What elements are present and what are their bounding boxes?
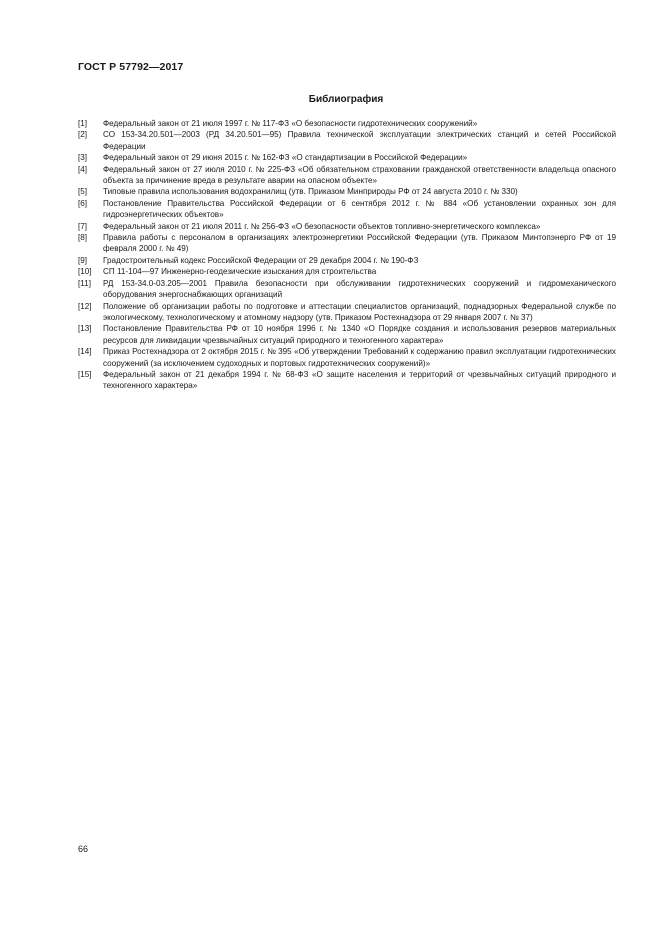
reference-text: Градостроительный кодекс Российской Федерации от 29 декабря 2004 г. № 190-ФЗ — [103, 255, 419, 265]
bibliography-item — [78, 118, 616, 129]
bibliography-item — [78, 221, 616, 232]
reference-number: [8] — [78, 233, 88, 243]
bibliography-item — [78, 346, 616, 369]
reference-text: Федеральный закон от 21 июля 2011 г. № 256-ФЗ «О безопасности объектов топливно-энергетического комплекса» — [103, 221, 541, 231]
bibliography-item — [78, 323, 616, 346]
reference-number: [1] — [78, 119, 88, 128]
reference-number: [14] — [78, 347, 92, 357]
reference-text: Положение об организации работы по подготовке и аттестации специалистов организаций, поднадзорных Федеральной службе по экологическому, технологическому и атомному надзору (утв. Приказом Ростехнадзора от 29 января 2007 г. № 37) — [103, 301, 616, 322]
reference-number: [12] — [78, 301, 92, 311]
reference-text: СП 11-104—97 Инженерно-геодезические изыскания для строительства — [103, 267, 377, 277]
bibliography-item — [78, 255, 616, 266]
reference-number: [5] — [78, 187, 88, 197]
reference-text: Федеральный закон от 29 июня 2015 г. № 162-ФЗ «О стандартизации в Российской Федерации» — [103, 153, 468, 163]
reference-number: [15] — [78, 369, 92, 379]
reference-number: [11] — [78, 278, 91, 288]
reference-text: РД 153-34.0-03.205—2001 Правила безопасности при обслуживании гидротехнических сооружений и гидромеханического оборудования энергоснабжающих организаций — [103, 278, 616, 300]
bibliography-item — [78, 152, 616, 163]
reference-number: [3] — [78, 153, 88, 163]
reference-number: [6] — [78, 198, 88, 208]
page-number: 66 — [78, 844, 89, 854]
bibliography-item — [78, 232, 616, 255]
reference-text: СО 153-34.20.501—2003 (РД 34.20.501—95) Правила технической эксплуатации электрических станций и сетей Российской Федерации — [103, 130, 616, 151]
section-title: Библиография — [308, 94, 384, 105]
bibliography-item — [78, 278, 616, 301]
reference-number: [7] — [78, 221, 88, 231]
reference-text: Федеральный закон от 27 июля 2010 г. № 225-ФЗ «Об обязательном страховании гражданской ответственности владельца опасного объекта за причинение вреда в результате аварии на опасном объекте» — [103, 164, 616, 186]
bibliography-item — [78, 129, 616, 152]
reference-text: Федеральный закон от 21 декабря 1994 г. № 68-ФЗ «О защите населения и территорий от чрезвычайных ситуаций природного и техногенного характера» — [103, 369, 616, 391]
bibliography-item — [78, 164, 616, 187]
reference-number: [9] — [78, 255, 88, 265]
bibliography-item — [78, 369, 616, 392]
reference-number: [13] — [78, 324, 92, 334]
reference-text: Приказ Ростехнадзора от 2 октября 2015 г. № 395 «Об утверждении Требований к содержанию правил эксплуатации гидротехнических сооружений (за исключением судоходных и портовых гидротехнических сооружений)» — [103, 347, 616, 368]
reference-text: Федеральный закон от 21 июля 1997 г. № 117-ФЗ «О безопасности гидротехнических сооружений» — [103, 119, 478, 128]
reference-text: Постановление Правительства РФ от 10 ноября 1996 г. № 1340 «О Порядке создания и использования резервов материальных ресурсов для ликвидации чрезвычайных ситуаций природного и техногенного характера» — [103, 324, 616, 345]
reference-text: Правила работы с персоналом в организациях электроэнергетики Российской Федерации (утв. Приказом Минтопэнерго РФ от 19 февраля 2000 г. № 49) — [103, 233, 616, 254]
bibliography-item — [78, 186, 616, 197]
bibliography-list — [78, 118, 616, 392]
bibliography-item — [78, 198, 616, 221]
bibliography-item — [78, 266, 616, 277]
bibliography-item — [78, 301, 616, 324]
reference-number: [2] — [78, 130, 88, 140]
document-code: ГОСТ Р 57792—2017 — [78, 61, 184, 73]
reference-text: Типовые правила использования водохранилищ (утв. Приказом Минприроды РФ от 24 августа 2010 г. № 330) — [103, 187, 518, 197]
reference-number: [4] — [78, 164, 88, 174]
reference-number: [10] — [78, 267, 92, 277]
reference-text: Постановление Правительства Российской Федерации от 6 сентября 2012 г. № 884 «Об установлении охранных зон для гидроэнергетических объектов» — [103, 198, 616, 220]
